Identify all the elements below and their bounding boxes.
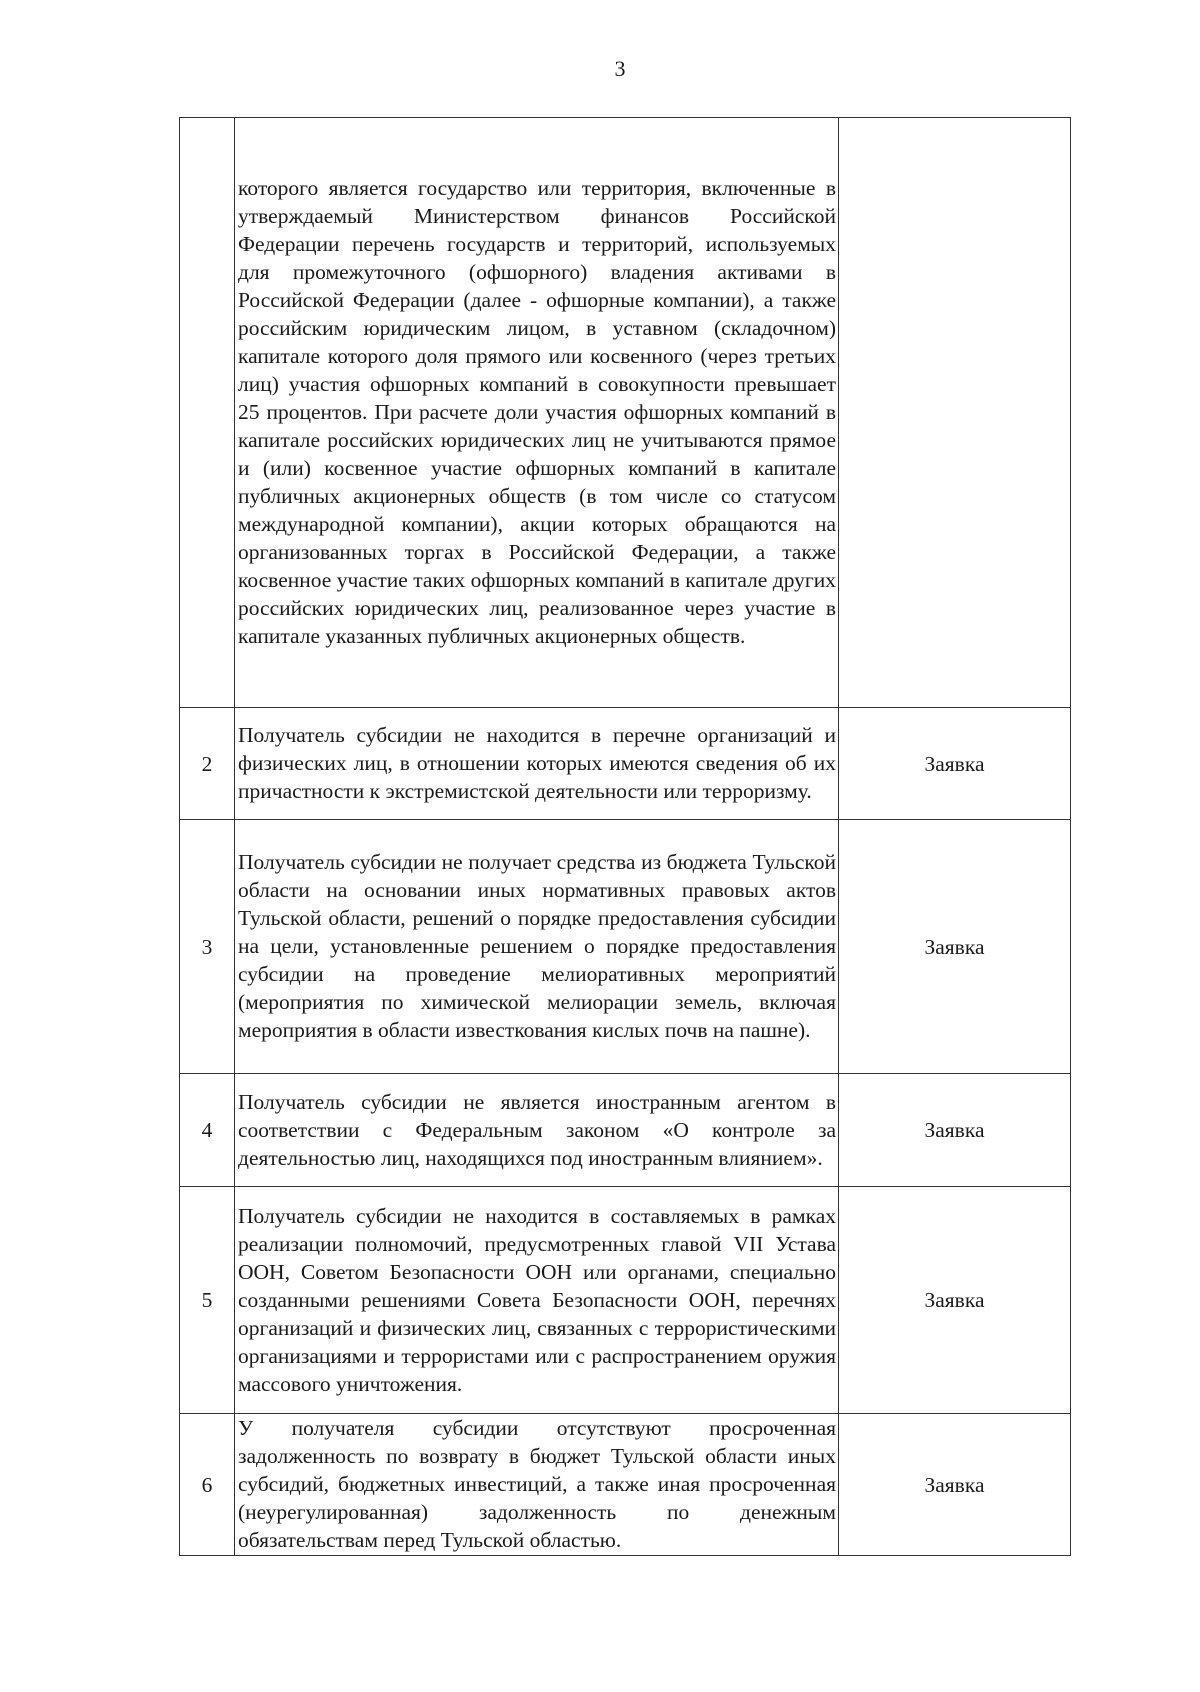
row-number: 3: [180, 820, 235, 1074]
requirement-text: Получатель субсидии не является иностранным агентом в соответствии с Федеральным законом «О контроле за деятельностью лиц, находящихся под иностранным влиянием».: [235, 1074, 839, 1187]
requirement-text: Получатель субсидии не находится в составляемых в рамках реализации полномочий, предусмотренных главой VII Устава ООН, Советом Безопасности ООН или органами, специально созданными решениями Совета Безопасности ООН, перечнях организаций и физических лиц, связанных с террористическими организациями и террористами или с распространением оружия массового уничтожения.: [235, 1187, 839, 1414]
row-number: [180, 118, 235, 708]
requirement-text: Получатель субсидии не получает средства из бюджета Тульской области на основании иных нормативных правовых актов Тульской области, решений о порядке предоставления субсидии на цели, установленные решением о порядке предоставления субсидии на проведение мелиоративных мероприятий (мероприятия по химической мелиорации земель, включая мероприятия в области известкования кислых почв на пашне).: [235, 820, 839, 1074]
row-number: 6: [180, 1414, 235, 1556]
table-row: [180, 1414, 1071, 1556]
confirming-document: Заявка: [839, 820, 1071, 1074]
confirming-document: [839, 118, 1071, 708]
confirming-document: Заявка: [839, 1187, 1071, 1414]
table-row: [180, 1187, 1071, 1414]
requirement-text: У получателя субсидии отсутствуют просроченная задолженность по возврату в бюджет Тульской области иных субсидий, бюджетных инвестиций, а также иная просроченная (неурегулированная) задолженность по денежным обязательствам перед Тульской областью.: [235, 1414, 839, 1556]
confirming-document: Заявка: [839, 1074, 1071, 1187]
table-row: [180, 1074, 1071, 1187]
row-number: 2: [180, 708, 235, 820]
table-row: [180, 820, 1071, 1074]
table-row: [180, 708, 1071, 820]
confirming-document: Заявка: [839, 1414, 1071, 1556]
row-number: 4: [180, 1074, 235, 1187]
requirement-text: которого является государство или территория, включенные в утверждаемый Министерством финансов Российской Федерации перечень государств и территорий, используемых для промежуточного (офшорного) владения активами в Российской Федерации (далее - офшорные компании), а также российским юридическим лицом, в уставном (складочном) капитале которого доля прямого или косвенного (через третьих лиц) участия офшорных компаний в совокупности превышает 25 процентов. При расчете доли участия офшорных компаний в капитале российских юридических лиц не учитываются прямое и (или) косвенное участие офшорных компаний в капитале публичных акционерных обществ (в том числе со статусом международной компании), акции которых обращаются на организованных торгах в Российской Федерации, а также косвенное участие таких офшорных компаний в капитале других российских юридических лиц, реализованное через участие в капитале указанных публичных акционерных обществ.: [235, 118, 839, 708]
requirements-table: [179, 117, 1071, 1556]
confirming-document: Заявка: [839, 708, 1071, 820]
requirement-text: Получатель субсидии не находится в перечне организаций и физических лиц, в отношении которых имеются сведения об их причастности к экстремистской деятельности или терроризму.: [235, 708, 839, 820]
table-row: [180, 118, 1071, 708]
page-number: 3: [614, 56, 626, 81]
row-number: 5: [180, 1187, 235, 1414]
